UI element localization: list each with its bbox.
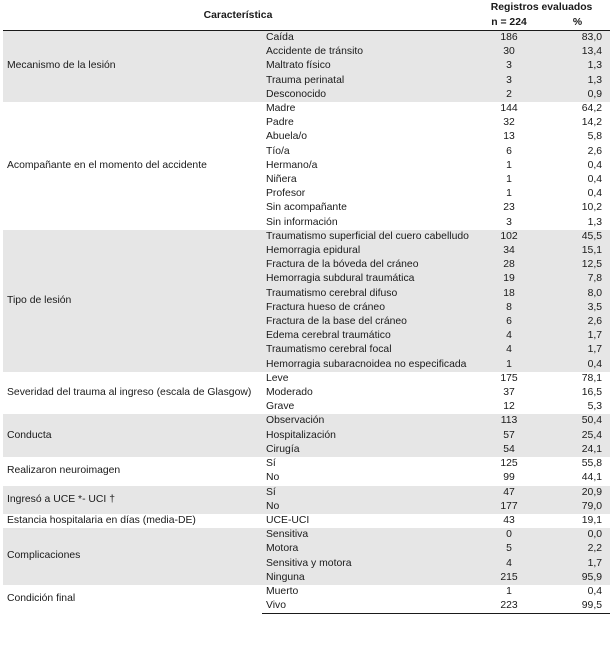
row-percent: 2,6 — [587, 145, 603, 157]
row-percent: 15,1 — [545, 244, 610, 258]
row-count: 28 — [473, 258, 545, 272]
row-count: 37 — [503, 387, 515, 399]
row-count: 1 — [506, 159, 512, 171]
row-label: Sensitiva y motora — [262, 557, 473, 571]
row-count: 3 — [473, 59, 545, 73]
row-percent: 0,4 — [545, 358, 610, 372]
row-count: 13 — [503, 131, 515, 143]
row-percent: 14,2 — [581, 117, 603, 129]
row-label: Maltrato físico — [262, 59, 473, 73]
row-count: 4 — [473, 343, 545, 357]
row-label: No — [266, 472, 280, 484]
row-label: Muerto — [266, 585, 299, 597]
row-label: Trauma perinatal — [262, 74, 473, 88]
row-count: 1 — [506, 188, 512, 200]
table-row — [3, 414, 610, 428]
row-count: 177 — [473, 500, 545, 514]
row-percent: 8,0 — [545, 287, 610, 301]
row-count: 223 — [473, 599, 545, 614]
header-n: n = 224 — [473, 15, 545, 31]
row-percent: 1,3 — [545, 74, 610, 88]
row-count: 5 — [473, 542, 545, 556]
row-count: 1 — [473, 358, 545, 372]
row-count: 2 — [473, 88, 545, 102]
row-label: Cirugía — [262, 443, 473, 457]
header-pct: % — [545, 15, 610, 31]
header-registros: Registros evaluados — [490, 2, 593, 13]
row-percent: 1,7 — [545, 557, 610, 571]
row-label: Vivo — [262, 599, 473, 614]
row-label: UCE-UCI — [266, 514, 310, 526]
row-percent: 0,0 — [545, 528, 610, 542]
group-label: Conducta — [3, 414, 262, 457]
table-row — [3, 372, 610, 386]
row-label: Profesor — [266, 188, 306, 200]
row-label: Sin acompañante — [266, 202, 347, 214]
row-percent: 19,1 — [581, 514, 603, 526]
row-percent: 0,4 — [587, 585, 603, 597]
row-count: 99 — [503, 472, 515, 484]
group-label: Acompañante en el momento del accidente — [7, 159, 207, 171]
row-percent: 0,4 — [587, 188, 603, 200]
row-label: Tío/a — [266, 145, 290, 157]
row-count: 215 — [473, 571, 545, 585]
row-label: Hemorragia epidural — [262, 244, 473, 258]
table-row — [3, 457, 610, 471]
row-count: 32 — [503, 117, 515, 129]
row-percent: 10,2 — [581, 202, 603, 214]
group-label: Severidad del trauma al ingreso (escala de Glasgow) — [7, 387, 252, 399]
row-percent: 1,3 — [545, 59, 610, 73]
table-row — [3, 585, 610, 599]
row-percent: 1,7 — [545, 329, 610, 343]
row-percent: 95,9 — [545, 571, 610, 585]
table-row — [3, 514, 610, 528]
row-label: Traumatismo cerebral focal — [262, 343, 473, 357]
row-label: Caída — [262, 31, 473, 46]
row-count: 186 — [473, 31, 545, 46]
group-label: Condición final — [7, 593, 76, 605]
row-count: 12 — [503, 401, 515, 413]
row-label: Abuela/o — [266, 131, 308, 143]
row-percent: 24,1 — [545, 443, 610, 457]
row-count: 1 — [506, 585, 512, 597]
row-percent: 50,4 — [545, 414, 610, 428]
row-count: 1 — [506, 174, 512, 186]
row-percent: 1,7 — [545, 343, 610, 357]
row-percent: 99,5 — [545, 599, 610, 614]
row-label: Madre — [266, 103, 296, 115]
row-count: 47 — [473, 486, 545, 500]
row-count: 6 — [506, 145, 512, 157]
row-percent: 20,9 — [545, 486, 610, 500]
row-count: 4 — [473, 557, 545, 571]
row-count: 43 — [503, 514, 515, 526]
row-count: 57 — [473, 429, 545, 443]
row-count: 54 — [473, 443, 545, 457]
row-label: Hermano/a — [266, 159, 318, 171]
table-row — [3, 528, 610, 542]
row-label: Fractura de la base del cráneo — [262, 315, 473, 329]
row-count: 113 — [473, 414, 545, 428]
row-label: Accidente de tránsito — [262, 45, 473, 59]
group-label: Complicaciones — [3, 528, 262, 585]
row-count: 30 — [473, 45, 545, 59]
row-label: Hemorragia subaracnoidea no especificada — [262, 358, 473, 372]
row-label: Niñera — [266, 174, 297, 186]
table-row — [3, 102, 610, 116]
row-label: Observación — [262, 414, 473, 428]
table-row — [3, 230, 610, 244]
table-row — [3, 31, 610, 46]
row-percent: 13,4 — [545, 45, 610, 59]
row-percent: 3,5 — [545, 301, 610, 315]
row-label: Hospitalización — [262, 429, 473, 443]
row-percent: 79,0 — [545, 500, 610, 514]
row-count: 0 — [473, 528, 545, 542]
group-label: Realizaron neuroimagen — [7, 465, 121, 477]
row-count: 144 — [500, 103, 518, 115]
row-percent: 78,1 — [581, 372, 603, 384]
row-label: Moderado — [266, 387, 313, 399]
row-percent: 64,2 — [581, 103, 603, 115]
table-body — [3, 31, 610, 614]
row-percent: 44,1 — [581, 472, 603, 484]
group-label: Ingresó a UCE *- UCI † — [3, 486, 262, 514]
row-label: Fractura de la bóveda del cráneo — [262, 258, 473, 272]
row-count: 19 — [473, 272, 545, 286]
row-count: 4 — [473, 329, 545, 343]
row-label: Desconocido — [262, 88, 473, 102]
row-percent: 1,3 — [587, 216, 603, 228]
row-label: Padre — [266, 117, 294, 129]
row-percent: 12,5 — [545, 258, 610, 272]
row-label: Traumatismo cerebral difuso — [262, 287, 473, 301]
row-percent: 2,2 — [545, 542, 610, 556]
row-percent: 0,9 — [545, 88, 610, 102]
row-label: Traumatismo superficial del cuero cabelludo — [262, 230, 473, 244]
row-label: Hemorragia subdural traumática — [262, 272, 473, 286]
row-percent: 0,4 — [587, 174, 603, 186]
row-count: 3 — [473, 74, 545, 88]
row-percent: 2,6 — [545, 315, 610, 329]
row-label: Sensitiva — [262, 528, 473, 542]
row-label: Fractura hueso de cráneo — [262, 301, 473, 315]
row-percent: 5,8 — [587, 131, 603, 143]
group-label: Estancia hospitalaria en días (media-DE) — [7, 514, 196, 526]
row-percent: 45,5 — [545, 230, 610, 244]
row-label: Sí — [262, 486, 473, 500]
row-count: 3 — [506, 216, 512, 228]
row-count: 125 — [500, 458, 518, 470]
table-row — [3, 486, 610, 500]
row-percent: 16,5 — [581, 387, 603, 399]
row-count: 34 — [473, 244, 545, 258]
header-caracteristica: Característica — [3, 0, 473, 31]
row-count: 175 — [500, 372, 518, 384]
row-percent: 83,0 — [545, 31, 610, 46]
group-label: Tipo de lesión — [3, 230, 262, 372]
row-label: Grave — [266, 401, 295, 413]
row-label: Sí — [266, 458, 276, 470]
row-label: Leve — [266, 372, 289, 384]
row-percent: 55,8 — [581, 458, 603, 470]
row-count: 23 — [503, 202, 515, 214]
row-count: 8 — [473, 301, 545, 315]
group-label: Mecanismo de la lesión — [3, 31, 262, 103]
row-percent: 5,3 — [587, 401, 603, 413]
row-percent: 7,8 — [545, 272, 610, 286]
row-count: 6 — [473, 315, 545, 329]
row-count: 18 — [473, 287, 545, 301]
row-count: 102 — [473, 230, 545, 244]
row-label: No — [262, 500, 473, 514]
characteristics-table — [3, 0, 610, 614]
row-label: Ninguna — [262, 571, 473, 585]
row-label: Motora — [262, 542, 473, 556]
row-label: Sin información — [266, 216, 338, 228]
row-percent: 25,4 — [545, 429, 610, 443]
row-percent: 0,4 — [587, 159, 603, 171]
row-label: Edema cerebral traumático — [262, 329, 473, 343]
